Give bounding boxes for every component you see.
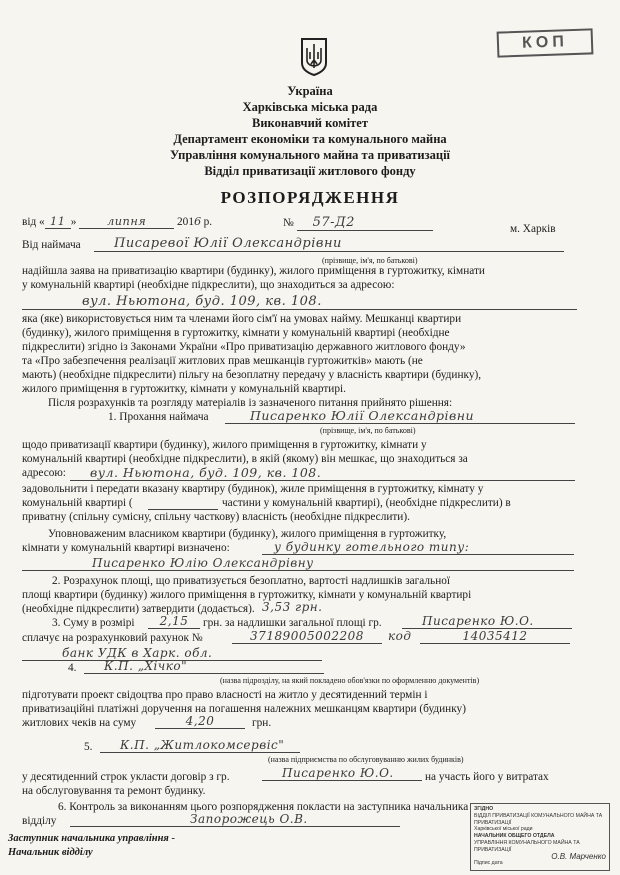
approval-stamp (470, 803, 610, 871)
item5-caption: (назва підприємства по обслуговуванню жилих будинків) (268, 755, 464, 764)
date-from-label: від « (22, 216, 45, 228)
document-number: 57-Д2 (297, 215, 433, 231)
para8-name: Писаренко Ю.О. (262, 766, 422, 781)
item2-line3: (необхідне підкреслити) затвердити (додається). (22, 603, 255, 615)
owner-note: у будинку готельного типу: (262, 540, 574, 555)
header-division: Відділ приватизації житлового фонду (204, 164, 416, 178)
item2-line2: площі квартири (будинку) жилого приміщення в гуртожитку, кімнати у комунальній квартирі (22, 589, 472, 601)
cheques-label: житлових чеків на суму (22, 717, 137, 729)
item3-bank: банк УДК в Харк. обл. (22, 646, 322, 661)
item4-value: К.П. „Хічко" (84, 659, 324, 674)
owner-name: Писаренко Юлію Олександрівну (22, 556, 574, 571)
item3-line2-label: сплачує на розрахунковий рахунок № (22, 632, 203, 644)
approval-stamp-line2: ВІДДІЛ ПРИВАТИЗАЦІЇ КОМУНАЛЬНОГО МАЙНА ТА ПРИВАТИЗАЦІЇ (474, 812, 603, 826)
item3-label: 3. Суму в розмірі (52, 617, 135, 629)
para3: Після розрахунків та розгляду матеріалів із зазначеного питання прийнято рішення: (48, 397, 453, 409)
corner-stamp (497, 28, 594, 57)
para1-line1: надійшла заява на приватизацію квартири (будинку), жилого приміщення в гуртожитку, кімнати (22, 265, 485, 277)
para2-line2: (будинку), жилого приміщення в гуртожитку, кімнати у комунальній квартирі (необхідне (22, 327, 450, 339)
approval-stamp-line6: О.В. Марченко (551, 851, 606, 861)
item1-caption: (прізвище, ім'я, по батькові) (320, 426, 416, 435)
cheques-unit: грн. (252, 717, 272, 729)
para5-line2b: частини у комунальній квартирі), (необхідне підкреслити) в (222, 497, 511, 509)
signature-role-line2: Начальник відділу (8, 847, 93, 858)
para2-line5: мають) (необхідне підкреслити) пільгу на безоплатну передачу у власність квартири (будинку), (22, 369, 482, 381)
para5-line3: приватну (спільну сумісну, спільну часткову) власність (необхідне підкреслити). (22, 511, 410, 523)
para5-blank (148, 508, 218, 510)
para6-line2: кімнати у комунальній квартирі визначено: (22, 542, 230, 554)
para6-line1: Уповноваженим власником квартири (будинку), жилого приміщення в гуртожитку, (48, 528, 447, 540)
corner-stamp-text: КОП (521, 33, 569, 52)
cheques-value: 4,20 (155, 714, 245, 729)
item4-label: 4. (68, 662, 77, 674)
coat-of-arms-icon (300, 37, 328, 77)
item3-payer: Писаренко Ю.О. (402, 614, 572, 629)
para4-line2: комунальній квартирі (необхідне підкреслити), в якій (якому) він мешкає, що знаходиться за (22, 453, 468, 465)
para7-line2: приватизаційні платіжні доручення на погашення належних мешканцям квартири (будинку) (22, 703, 466, 715)
item5-label: 5. (84, 741, 93, 753)
para7-line1: підготувати проект свідоцтва про право власності на житло у десятиденний термін і (22, 689, 428, 701)
para2-line4: та «Про забезпечення реалізації житлових прав мешканців гуртожитків» мають (не (22, 355, 423, 367)
date-line (22, 215, 212, 229)
approval-stamp-line1: ЗГІДНО (474, 806, 494, 812)
item3-amount: 2,15 (148, 614, 200, 629)
approval-stamp-line5: УПРАВЛІННЯ КОМУНАЛЬНОГО МАЙНА ТА ПРИВАТИЗАЦІЇ (474, 839, 580, 853)
para8-line2: на обслуговування та ремонт будинку. (22, 785, 206, 797)
item2-line1: 2. Розрахунок площі, що приватизується безоплатно, вартості надлишків загальної (52, 575, 451, 587)
para5-line1: задовольнити і передати вказану квартиру (будинок), жиле приміщення в гуртожитку, кімнату у (22, 483, 484, 495)
item1-name: Писаренко Юлії Олександрівни (225, 408, 575, 424)
approval-stamp-line3: Харківської міської ради (474, 826, 533, 833)
para2-line6: жилого приміщення в гуртожитку, кімнати у комунальній квартирі. (22, 383, 346, 395)
item3-code: 14035412 (420, 629, 570, 644)
date-year-label: р. (203, 216, 213, 228)
approval-stamp-line4: НАЧАЛЬНИК ОБЩЕГО ОТДЕЛА (474, 833, 555, 840)
date-month: липня (79, 215, 174, 229)
number-label: № (283, 217, 294, 229)
item4-caption: (назва підрозділу, на який покладено обов'язки по оформленню документів) (220, 676, 480, 685)
header-directorate: Управління комунального майна та приватизації (169, 148, 451, 162)
item6-line2-label: відділу (22, 815, 57, 827)
date-mid-label: » (70, 216, 77, 228)
para2-line3: підкреслити) згідно із Законами України «Про приватизацію державного житлового фонду» (22, 341, 466, 353)
signature-role-line1: Заступник начальника управління - (8, 833, 175, 844)
applicant-caption: (прізвище, ім'я, по батькові) (322, 256, 418, 265)
address: вул. Ньютона, буд. 109, кв. 108. (22, 294, 577, 310)
applicant-name: Писаревої Юлії Олександрівни (94, 236, 564, 252)
item1-label: 1. Прохання наймача (108, 411, 209, 423)
applicant-label: Від наймача (22, 239, 81, 251)
header-committee: Виконавчий комітет (252, 116, 368, 130)
document-title: РОЗПОРЯДЖЕННЯ (220, 188, 400, 207)
item3-mid: грн. за надлишки загальної площі гр. (203, 617, 382, 629)
header-department: Департамент економіки та комунального майна (173, 132, 447, 146)
para4-line1: щодо приватизації квартири (будинку), жилого приміщення в гуртожитку, кімнати у (22, 439, 427, 451)
approval-stamp-line7 (474, 860, 606, 867)
address2-label: адресою: (22, 467, 66, 479)
para8-end: на участь його у витратах (425, 771, 549, 783)
city: м. Харків (510, 223, 556, 235)
approval-stamp-date-label: дата (491, 860, 503, 867)
date-year-prefix: 201 (177, 216, 194, 228)
approval-stamp-sign-label: Підпис (474, 860, 491, 867)
address2: вул. Ньютона, буд. 109, кв. 108. (70, 465, 575, 481)
header-council: Харківська міська рада (242, 100, 378, 114)
item6-line1: 6. Контроль за виконанням цього розпорядження покласти на заступника начальника (58, 801, 469, 813)
number-line (283, 215, 433, 231)
para2-line1: яка (яке) використовується ним та членами його сім'ї на умовах найму. Мешканці квартири (22, 313, 462, 325)
item3-amount2: 3,53 грн. (262, 600, 323, 614)
item3-account: 37189005002208 (232, 629, 382, 644)
date-day: 11 (45, 215, 71, 229)
para1-line2: у комунальній квартирі (необхідне підкреслити), що знаходиться за адресою: (22, 279, 395, 291)
date-year-suffix: 6 (193, 215, 202, 228)
header-country: Україна (287, 84, 333, 98)
item6-line2-value: Запорожець О.В. (70, 812, 400, 827)
item3-code-label: код (388, 629, 412, 643)
para8-start: у десятиденний строк укласти договір з гр. (22, 771, 230, 783)
para5-line2a: комунальній квартирі ( (22, 497, 133, 509)
item5-value: К.П. „Житлокомсервіс" (100, 738, 300, 753)
